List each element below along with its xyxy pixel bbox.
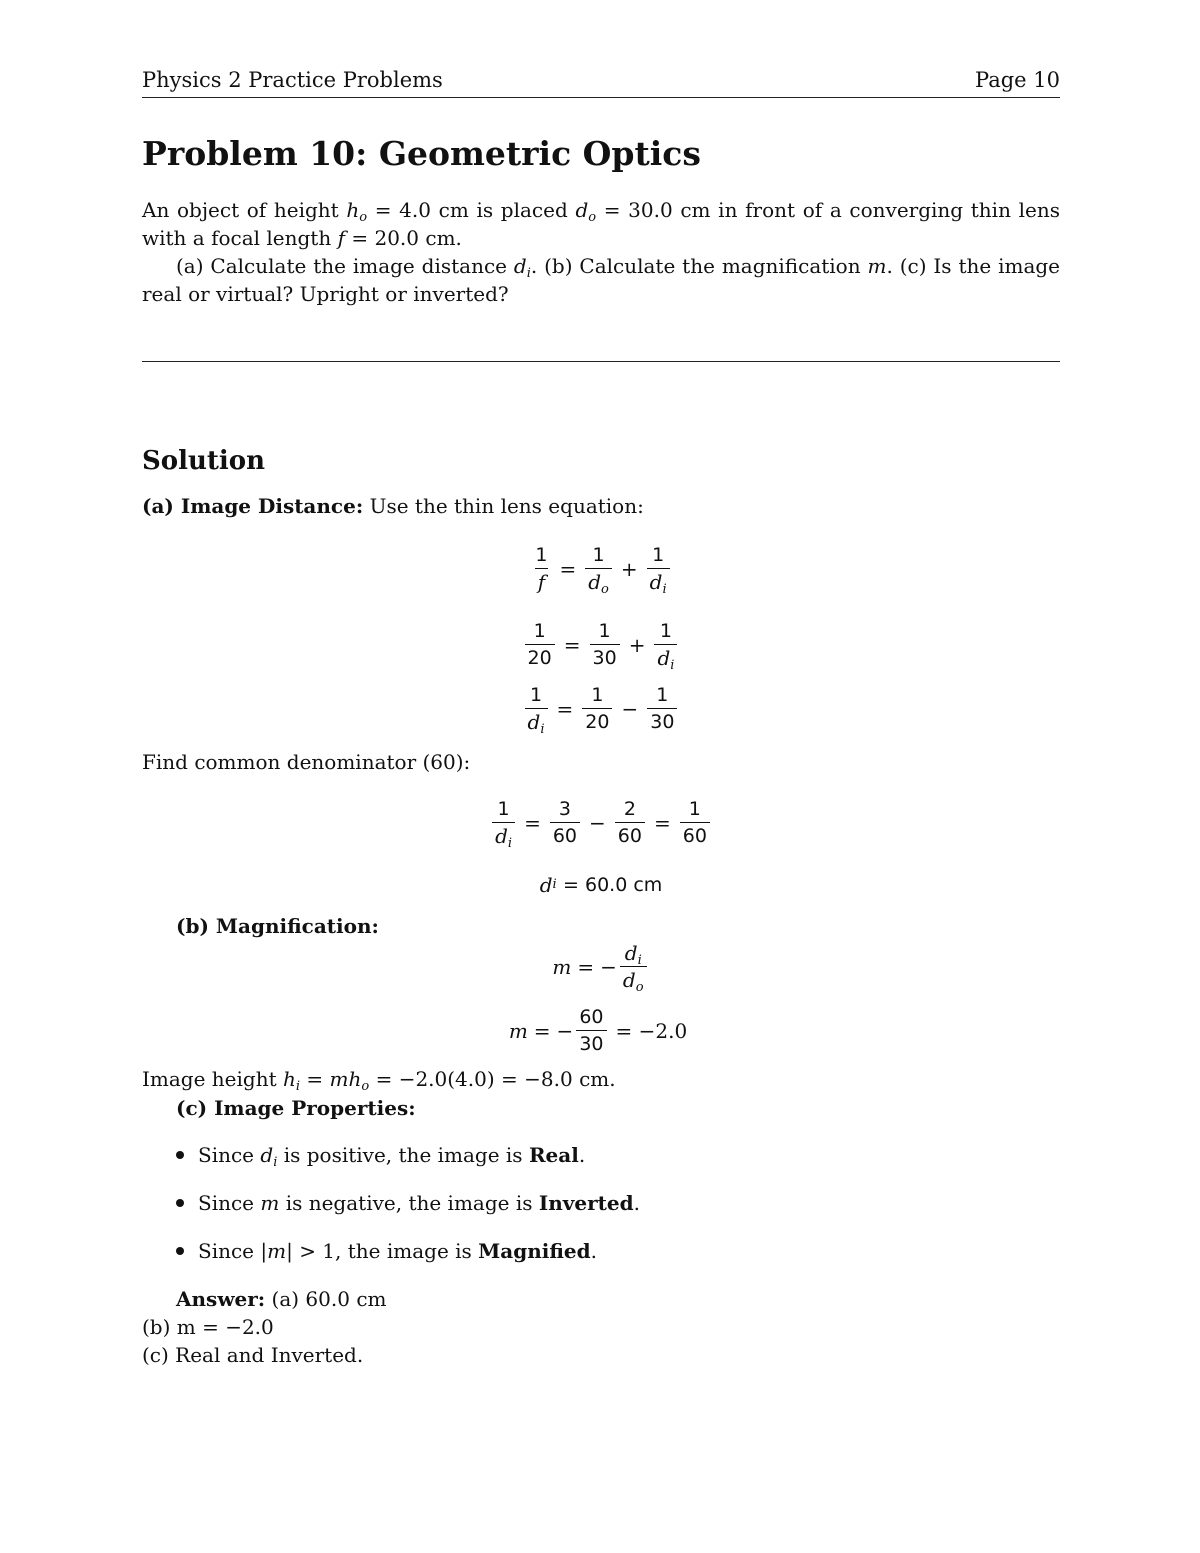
bullet-dot	[176, 1247, 184, 1255]
image-height-line: Image height $h_i = mh_o = -2.0(4.0) = -8.0$ cm.	[142, 1067, 616, 1094]
answer-line-c: (c) Real and Inverted.	[142, 1343, 364, 1367]
common-denominator-text: Find common denominator (60):	[142, 750, 471, 774]
rearranged-equation: $\frac{1}{d_i}$ = $\frac{1}{20}$ − $\frac{1}{30}$	[142, 682, 1060, 735]
answer-line-a: Answer: (a) 60.0 cm	[176, 1287, 387, 1311]
page-number: Page 10	[975, 68, 1060, 92]
statement-line-4: real or virtual? Upright or inverted?	[142, 282, 509, 306]
section-divider	[142, 361, 1060, 362]
property-bullet-inverted: Since m is negative, the image is Inverted.	[176, 1191, 640, 1215]
running-header-title: Physics 2 Practice Problems	[142, 68, 443, 92]
substituted-equation: $\frac{1}{20}$ = $\frac{1}{30}$ + $\frac{1}{d_i}$	[142, 618, 1060, 671]
bullet-dot	[176, 1151, 184, 1159]
part-c-label: (c) Image Properties:	[176, 1096, 416, 1120]
problem-statement	[142, 196, 1060, 308]
header-rule	[142, 97, 1060, 98]
answer-line-b: (b) m = −2.0	[142, 1315, 274, 1339]
property-bullet-magnified: Since |m| > 1, the image is Magnified.	[176, 1239, 597, 1263]
image-distance-result: d i = 60.0 cm	[539, 873, 663, 897]
bullet-dot	[176, 1199, 184, 1207]
common-denominator-equation: $\frac{1}{d_i}$ = $\frac{3}{60}$ − $\frac{2}{60}$ = $\frac{1}{60}$	[142, 796, 1060, 849]
part-a-intro: (a) Image Distance: Use the thin lens equation:	[142, 494, 644, 518]
thin-lens-equation: $\frac{1}{f}$ = $\frac{1}{d_o}$ + $\frac{1}{d_i}$	[142, 542, 1060, 595]
statement-line-2: with a focal length f = 20.0 cm.	[142, 226, 462, 250]
problem-title: Problem 10: Geometric Optics	[142, 134, 701, 173]
magnification-formula: m = − $\frac{d_i}{d_o}$	[142, 940, 1060, 993]
property-bullet-real: Since $d_i$ is positive, the image is Real.	[176, 1143, 585, 1167]
part-b-label: (b) Magnification:	[176, 914, 379, 938]
magnification-result: m = − $\frac{60}{30}$ = −2.0	[508, 1006, 688, 1055]
statement-line-3: (a) Calculate the image distance $d_i$. (b) Calculate the magnification m. (c) Is the image	[176, 254, 1061, 281]
solution-heading: Solution	[142, 446, 266, 476]
statement-line-1: An object of height $h_o = 4.0$ cm is placed $d_o = 30.0$ cm in front of a converging thin lens	[142, 198, 1061, 225]
